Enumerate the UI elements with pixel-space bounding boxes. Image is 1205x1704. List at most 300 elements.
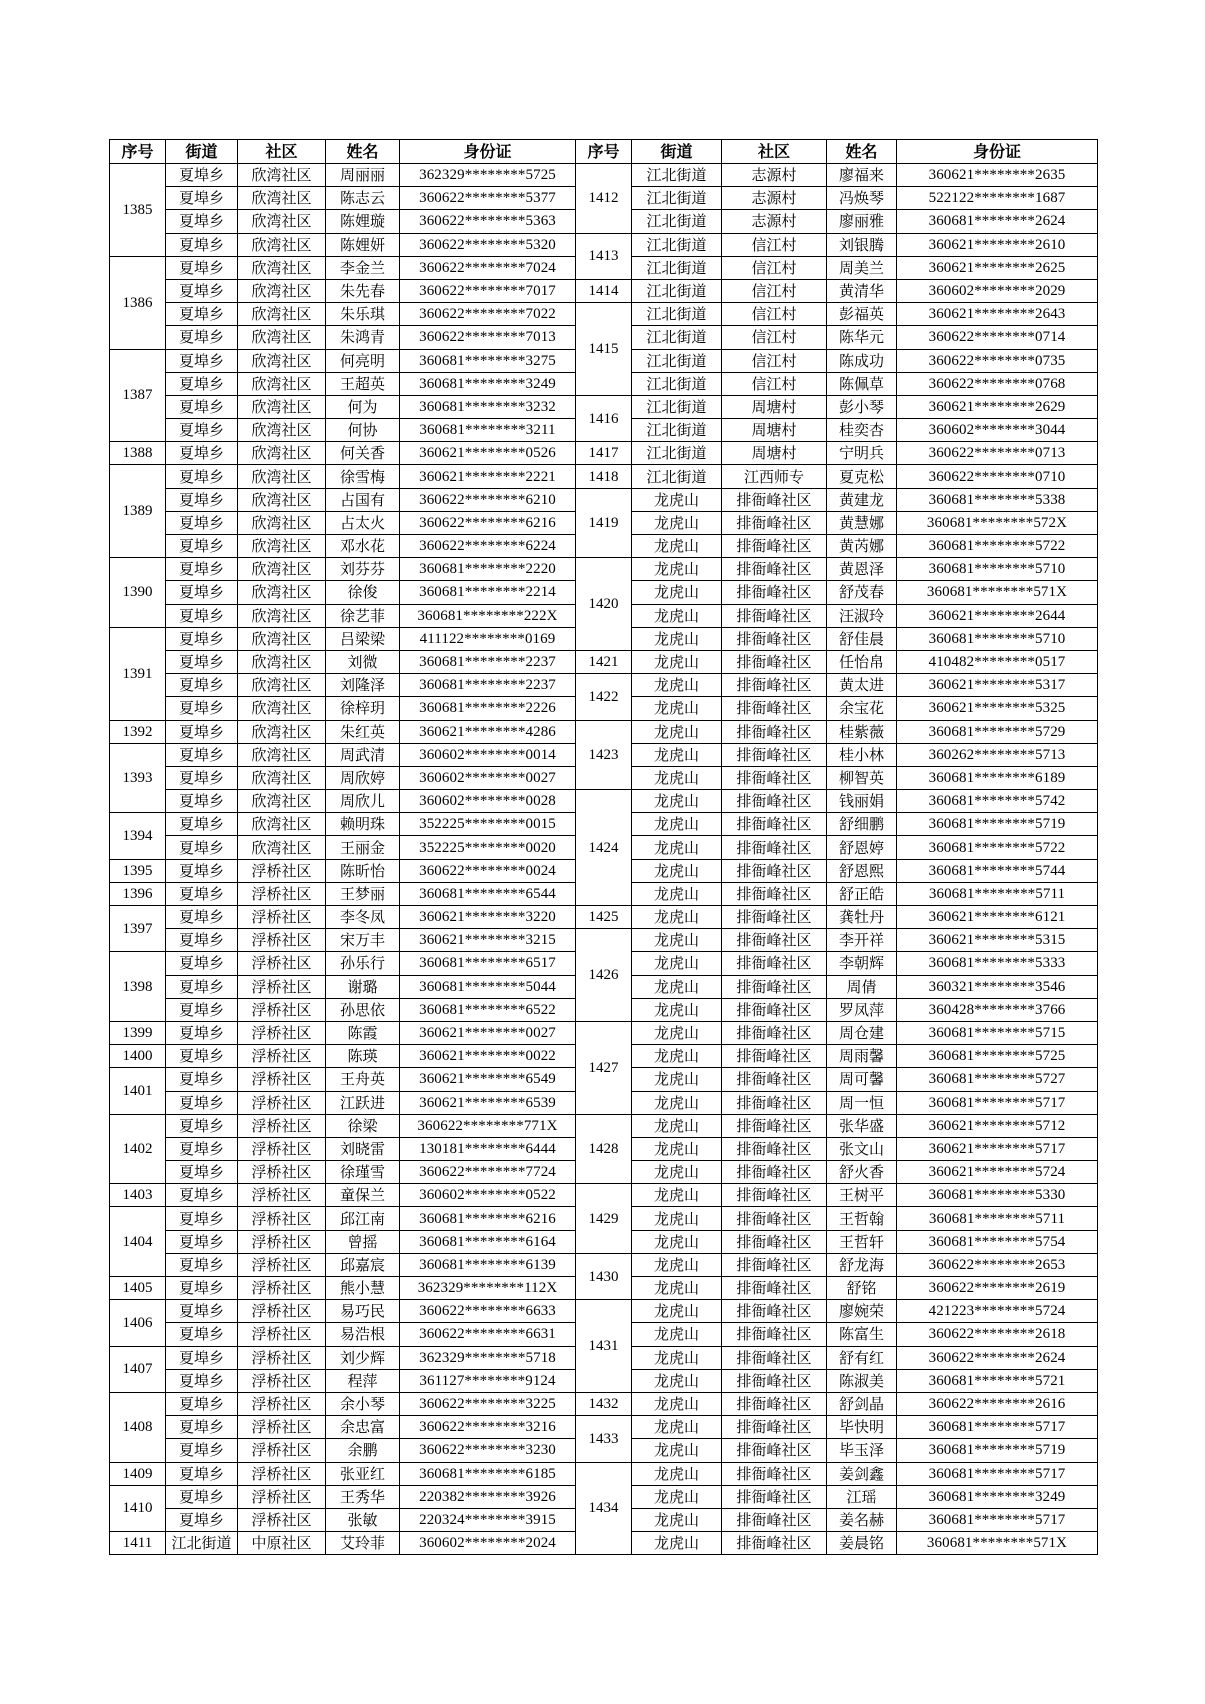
id-number-cell-left: 360622********7024 (400, 256, 576, 279)
id-number-cell-right: 360621********5325 (897, 697, 1098, 720)
street-cell-right: 龙虎山 (632, 1323, 722, 1346)
id-number-cell-right: 522122********1687 (897, 187, 1098, 210)
person-name-cell-right: 彭福英 (827, 303, 897, 326)
community-cell-left: 浮桥社区 (238, 1416, 326, 1439)
street-cell-right: 龙虎山 (632, 1416, 722, 1439)
id-number-cell-left: 130181********6444 (400, 1137, 576, 1160)
community-cell-right: 排衙峰社区 (722, 975, 827, 998)
group-number-right: 1422 (576, 674, 632, 720)
id-number-cell-left: 360622********3230 (400, 1439, 576, 1462)
community-cell-left: 欣湾社区 (238, 164, 326, 187)
person-name-cell-right: 周仓建 (827, 1021, 897, 1044)
id-number-cell-left: 360681********3211 (400, 419, 576, 442)
street-cell-right: 龙虎山 (632, 790, 722, 813)
street-cell-right: 龙虎山 (632, 1369, 722, 1392)
person-name-cell-right: 陈成功 (827, 349, 897, 372)
street-cell-left: 夏埠乡 (166, 511, 238, 534)
street-cell-left: 夏埠乡 (166, 1346, 238, 1369)
id-number-cell-left: 360622********5377 (400, 187, 576, 210)
id-number-cell-right: 360681********5719 (897, 813, 1098, 836)
person-name-cell-left: 朱鸿青 (326, 326, 400, 349)
community-cell-left: 欣湾社区 (238, 558, 326, 581)
group-number-right: 1418 (576, 465, 632, 488)
person-name-cell-right: 舒铭 (827, 1277, 897, 1300)
street-cell-right: 龙虎山 (632, 604, 722, 627)
community-cell-right: 排衙峰社区 (722, 1346, 827, 1369)
street-cell-right: 龙虎山 (632, 697, 722, 720)
group-number-right: 1431 (576, 1300, 632, 1393)
community-cell-right: 排衙峰社区 (722, 1207, 827, 1230)
street-cell-left: 夏埠乡 (166, 303, 238, 326)
person-name-cell-left: 何关香 (326, 442, 400, 465)
community-cell-left: 浮桥社区 (238, 1439, 326, 1462)
person-name-cell-left: 刘少辉 (326, 1346, 400, 1369)
id-number-cell-left: 360681********5044 (400, 975, 576, 998)
community-cell-left: 欣湾社区 (238, 697, 326, 720)
id-number-cell-left: 360681********6216 (400, 1207, 576, 1230)
id-number-cell-left: 360681********3249 (400, 372, 576, 395)
id-number-cell-right: 360681********5721 (897, 1369, 1098, 1392)
street-cell-left: 夏埠乡 (166, 929, 238, 952)
community-cell-left: 浮桥社区 (238, 1114, 326, 1137)
group-number-left: 1386 (110, 256, 166, 349)
table-row (110, 465, 1098, 488)
person-name-cell-left: 刘晓雷 (326, 1137, 400, 1160)
street-cell-left: 夏埠乡 (166, 697, 238, 720)
group-number-right: 1426 (576, 929, 632, 1022)
id-number-cell-left: 360602********2024 (400, 1532, 576, 1555)
community-cell-left: 欣湾社区 (238, 442, 326, 465)
id-number-cell-left: 360681********6139 (400, 1253, 576, 1276)
community-cell-left: 欣湾社区 (238, 419, 326, 442)
person-name-cell-left: 艾玲菲 (326, 1532, 400, 1555)
id-number-cell-left: 360621********4286 (400, 720, 576, 743)
street-cell-left: 夏埠乡 (166, 465, 238, 488)
community-cell-right: 排衙峰社区 (722, 929, 827, 952)
street-cell-left: 夏埠乡 (166, 488, 238, 511)
community-cell-left: 浮桥社区 (238, 1161, 326, 1184)
street-cell-left: 夏埠乡 (166, 1091, 238, 1114)
person-name-cell-right: 罗凤萍 (827, 998, 897, 1021)
id-number-cell-left: 360621********2221 (400, 465, 576, 488)
community-cell-right: 排衙峰社区 (722, 1137, 827, 1160)
person-name-cell-left: 徐雪梅 (326, 465, 400, 488)
group-number-right: 1415 (576, 303, 632, 396)
id-number-cell-right: 360621********2635 (897, 164, 1098, 187)
person-name-cell-right: 宁明兵 (827, 442, 897, 465)
id-number-cell-right: 360681********5717 (897, 1416, 1098, 1439)
person-name-cell-right: 王树平 (827, 1184, 897, 1207)
street-cell-left: 夏埠乡 (166, 535, 238, 558)
community-cell-left: 欣湾社区 (238, 836, 326, 859)
id-number-cell-right: 360681********5717 (897, 1462, 1098, 1485)
street-cell-left: 夏埠乡 (166, 1369, 238, 1392)
table-row (110, 1253, 1098, 1276)
person-name-cell-right: 廖婉荣 (827, 1300, 897, 1323)
group-number-right: 1423 (576, 720, 632, 790)
person-name-cell-right: 舒龙海 (827, 1253, 897, 1276)
person-name-cell-right: 舒恩婷 (827, 836, 897, 859)
person-name-cell-left: 周丽丽 (326, 164, 400, 187)
person-name-cell-right: 李开祥 (827, 929, 897, 952)
table-row (110, 674, 1098, 697)
community-cell-right: 排衙峰社区 (722, 1045, 827, 1068)
id-number-cell-left: 360602********0028 (400, 790, 576, 813)
person-name-cell-left: 刘芬芬 (326, 558, 400, 581)
person-name-cell-right: 龚牡丹 (827, 906, 897, 929)
community-cell-right: 排衙峰社区 (722, 535, 827, 558)
id-number-cell-right: 360621********2629 (897, 395, 1098, 418)
header-community-right: 社区 (722, 140, 827, 164)
street-cell-left: 夏埠乡 (166, 326, 238, 349)
community-cell-left: 欣湾社区 (238, 395, 326, 418)
street-cell-right: 龙虎山 (632, 929, 722, 952)
table-row (110, 1416, 1098, 1439)
street-cell-left: 夏埠乡 (166, 859, 238, 882)
id-number-cell-left: 360681********2226 (400, 697, 576, 720)
id-number-cell-right: 360621********5712 (897, 1114, 1098, 1137)
community-cell-right: 信江村 (722, 303, 827, 326)
person-name-cell-right: 张华盛 (827, 1114, 897, 1137)
community-cell-left: 欣湾社区 (238, 604, 326, 627)
person-name-cell-left: 赖明珠 (326, 813, 400, 836)
id-number-cell-right: 360622********2653 (897, 1253, 1098, 1276)
group-number-right: 1430 (576, 1253, 632, 1299)
id-number-cell-right: 360681********572X (897, 511, 1098, 534)
id-number-cell-right: 360681********5710 (897, 627, 1098, 650)
id-number-cell-left: 360622********0024 (400, 859, 576, 882)
street-cell-right: 江北街道 (632, 256, 722, 279)
group-number-right: 1427 (576, 1021, 632, 1114)
community-cell-left: 浮桥社区 (238, 906, 326, 929)
street-cell-right: 江北街道 (632, 233, 722, 256)
community-cell-right: 志源村 (722, 187, 827, 210)
person-name-cell-right: 毕玉泽 (827, 1439, 897, 1462)
id-number-cell-right: 360681********5333 (897, 952, 1098, 975)
street-cell-left: 夏埠乡 (166, 766, 238, 789)
id-number-cell-left: 360681********2214 (400, 581, 576, 604)
community-cell-right: 排衙峰社区 (722, 998, 827, 1021)
street-cell-right: 龙虎山 (632, 1021, 722, 1044)
street-cell-left: 夏埠乡 (166, 790, 238, 813)
id-number-cell-left: 352225********0020 (400, 836, 576, 859)
street-cell-left: 夏埠乡 (166, 1277, 238, 1300)
community-cell-right: 排衙峰社区 (722, 836, 827, 859)
table-body (110, 164, 1098, 1555)
community-cell-left: 浮桥社区 (238, 952, 326, 975)
community-cell-left: 浮桥社区 (238, 1485, 326, 1508)
street-cell-right: 江北街道 (632, 349, 722, 372)
street-cell-right: 江北街道 (632, 164, 722, 187)
header-row (110, 140, 1098, 164)
id-number-cell-right: 360621********5717 (897, 1137, 1098, 1160)
id-number-cell-right: 360621********5317 (897, 674, 1098, 697)
group-number-left: 1390 (110, 558, 166, 628)
person-name-cell-right: 舒茂春 (827, 581, 897, 604)
street-cell-left: 夏埠乡 (166, 279, 238, 302)
street-cell-right: 龙虎山 (632, 952, 722, 975)
street-cell-right: 龙虎山 (632, 766, 722, 789)
person-name-cell-right: 李朝辉 (827, 952, 897, 975)
id-number-cell-right: 360621********5315 (897, 929, 1098, 952)
person-name-cell-left: 何协 (326, 419, 400, 442)
street-cell-right: 江北街道 (632, 303, 722, 326)
id-number-cell-right: 360681********5330 (897, 1184, 1098, 1207)
person-name-cell-left: 孙乐行 (326, 952, 400, 975)
id-number-cell-right: 360681********3249 (897, 1485, 1098, 1508)
community-cell-right: 排衙峰社区 (722, 813, 827, 836)
community-cell-left: 欣湾社区 (238, 766, 326, 789)
id-number-cell-left: 360681********6517 (400, 952, 576, 975)
id-number-cell-left: 362329********5725 (400, 164, 576, 187)
community-cell-right: 排衙峰社区 (722, 1300, 827, 1323)
group-number-left: 1395 (110, 859, 166, 882)
id-number-cell-right: 360621********2643 (897, 303, 1098, 326)
street-cell-right: 龙虎山 (632, 1207, 722, 1230)
community-cell-right: 排衙峰社区 (722, 1021, 827, 1044)
person-name-cell-left: 陈昕怡 (326, 859, 400, 882)
community-cell-right: 排衙峰社区 (722, 1068, 827, 1091)
street-cell-left: 夏埠乡 (166, 1439, 238, 1462)
person-name-cell-left: 谢璐 (326, 975, 400, 998)
street-cell-left: 夏埠乡 (166, 372, 238, 395)
id-number-cell-right: 360622********2616 (897, 1392, 1098, 1415)
table-row (110, 906, 1098, 929)
id-number-cell-right: 360681********5717 (897, 1508, 1098, 1531)
community-cell-left: 欣湾社区 (238, 720, 326, 743)
community-cell-right: 排衙峰社区 (722, 952, 827, 975)
id-number-cell-left: 360622********5320 (400, 233, 576, 256)
id-number-cell-left: 352225********0015 (400, 813, 576, 836)
person-name-cell-right: 舒正皓 (827, 882, 897, 905)
id-number-cell-right: 360622********2624 (897, 1346, 1098, 1369)
community-cell-left: 浮桥社区 (238, 998, 326, 1021)
street-cell-right: 江北街道 (632, 279, 722, 302)
street-cell-left: 夏埠乡 (166, 998, 238, 1021)
table-row (110, 395, 1098, 418)
person-name-cell-left: 周欣儿 (326, 790, 400, 813)
community-cell-left: 欣湾社区 (238, 650, 326, 673)
street-cell-left: 江北街道 (166, 1532, 238, 1555)
header-no-left: 序号 (110, 140, 166, 164)
id-number-cell-right: 360681********5711 (897, 1207, 1098, 1230)
person-name-cell-left: 易巧民 (326, 1300, 400, 1323)
community-cell-left: 浮桥社区 (238, 1137, 326, 1160)
table-row (110, 1184, 1098, 1207)
street-cell-left: 夏埠乡 (166, 419, 238, 442)
street-cell-right: 龙虎山 (632, 998, 722, 1021)
street-cell-right: 江北街道 (632, 210, 722, 233)
community-cell-right: 信江村 (722, 256, 827, 279)
community-cell-left: 浮桥社区 (238, 1184, 326, 1207)
person-name-cell-left: 邱嘉宸 (326, 1253, 400, 1276)
id-number-cell-right: 360622********0768 (897, 372, 1098, 395)
id-number-cell-right: 360681********5711 (897, 882, 1098, 905)
community-cell-left: 欣湾社区 (238, 674, 326, 697)
community-cell-left: 浮桥社区 (238, 1323, 326, 1346)
table-row (110, 1114, 1098, 1137)
community-cell-left: 浮桥社区 (238, 1277, 326, 1300)
id-number-cell-left: 360622********5363 (400, 210, 576, 233)
street-cell-right: 江北街道 (632, 442, 722, 465)
group-number-right: 1433 (576, 1416, 632, 1462)
street-cell-left: 夏埠乡 (166, 1253, 238, 1276)
id-number-cell-left: 360622********6633 (400, 1300, 576, 1323)
id-number-cell-left: 220382********3926 (400, 1485, 576, 1508)
street-cell-right: 龙虎山 (632, 1137, 722, 1160)
person-name-cell-left: 徐俊 (326, 581, 400, 604)
header-community-left: 社区 (238, 140, 326, 164)
group-number-left: 1394 (110, 813, 166, 859)
street-cell-right: 龙虎山 (632, 674, 722, 697)
id-number-cell-right: 360602********3044 (897, 419, 1098, 442)
person-name-cell-left: 邓水花 (326, 535, 400, 558)
group-number-left: 1403 (110, 1184, 166, 1207)
id-number-cell-left: 360681********6544 (400, 882, 576, 905)
id-number-cell-left: 360622********3225 (400, 1392, 576, 1415)
community-cell-left: 浮桥社区 (238, 1207, 326, 1230)
community-cell-right: 排衙峰社区 (722, 766, 827, 789)
community-cell-right: 排衙峰社区 (722, 790, 827, 813)
table-row (110, 1300, 1098, 1323)
id-number-cell-right: 360681********2624 (897, 210, 1098, 233)
community-cell-left: 欣湾社区 (238, 488, 326, 511)
person-name-cell-right: 姜晨铭 (827, 1532, 897, 1555)
person-name-cell-right: 陈佩草 (827, 372, 897, 395)
id-number-cell-right: 360681********5729 (897, 720, 1098, 743)
street-cell-left: 夏埠乡 (166, 743, 238, 766)
person-name-cell-right: 毕快明 (827, 1416, 897, 1439)
street-cell-left: 夏埠乡 (166, 1045, 238, 1068)
street-cell-right: 龙虎山 (632, 859, 722, 882)
community-cell-left: 浮桥社区 (238, 975, 326, 998)
id-number-cell-right: 360622********0735 (897, 349, 1098, 372)
community-cell-right: 排衙峰社区 (722, 511, 827, 534)
id-number-cell-right: 360681********5725 (897, 1045, 1098, 1068)
street-cell-left: 夏埠乡 (166, 1508, 238, 1531)
person-name-cell-right: 黄慧娜 (827, 511, 897, 534)
id-number-cell-left: 360622********7022 (400, 303, 576, 326)
person-name-cell-right: 彭小琴 (827, 395, 897, 418)
street-cell-left: 夏埠乡 (166, 442, 238, 465)
person-name-cell-left: 徐艺菲 (326, 604, 400, 627)
person-name-cell-left: 朱红英 (326, 720, 400, 743)
community-cell-right: 周塘村 (722, 442, 827, 465)
community-cell-right: 排衙峰社区 (722, 488, 827, 511)
community-cell-right: 排衙峰社区 (722, 650, 827, 673)
group-number-left: 1410 (110, 1485, 166, 1531)
id-number-cell-right: 360681********5722 (897, 836, 1098, 859)
id-number-cell-right: 360681********5338 (897, 488, 1098, 511)
community-cell-left: 欣湾社区 (238, 326, 326, 349)
person-name-cell-left: 朱先春 (326, 279, 400, 302)
id-number-cell-right: 360621********6121 (897, 906, 1098, 929)
community-cell-right: 排衙峰社区 (722, 1439, 827, 1462)
street-cell-right: 江北街道 (632, 419, 722, 442)
id-number-cell-right: 360622********0710 (897, 465, 1098, 488)
street-cell-left: 夏埠乡 (166, 1230, 238, 1253)
community-cell-right: 信江村 (722, 326, 827, 349)
person-name-cell-right: 任怡帛 (827, 650, 897, 673)
street-cell-right: 龙虎山 (632, 1184, 722, 1207)
street-cell-right: 龙虎山 (632, 813, 722, 836)
street-cell-right: 江北街道 (632, 465, 722, 488)
person-name-cell-left: 占太火 (326, 511, 400, 534)
id-number-cell-right: 360622********0713 (897, 442, 1098, 465)
street-cell-left: 夏埠乡 (166, 952, 238, 975)
id-number-cell-right: 360681********571X (897, 1532, 1098, 1555)
community-cell-right: 江西师专 (722, 465, 827, 488)
community-cell-left: 欣湾社区 (238, 187, 326, 210)
person-name-cell-left: 邱江南 (326, 1207, 400, 1230)
table-header (110, 140, 1098, 164)
community-cell-left: 浮桥社区 (238, 1230, 326, 1253)
community-cell-left: 欣湾社区 (238, 279, 326, 302)
street-cell-right: 龙虎山 (632, 558, 722, 581)
person-name-cell-left: 李冬凤 (326, 906, 400, 929)
street-cell-right: 龙虎山 (632, 1392, 722, 1415)
community-cell-left: 欣湾社区 (238, 465, 326, 488)
id-number-cell-left: 360622********6631 (400, 1323, 576, 1346)
street-cell-left: 夏埠乡 (166, 1207, 238, 1230)
person-name-cell-right: 王哲翰 (827, 1207, 897, 1230)
street-cell-left: 夏埠乡 (166, 349, 238, 372)
street-cell-left: 夏埠乡 (166, 975, 238, 998)
community-cell-left: 浮桥社区 (238, 1392, 326, 1415)
person-name-cell-right: 舒火香 (827, 1161, 897, 1184)
community-cell-left: 欣湾社区 (238, 372, 326, 395)
community-cell-right: 志源村 (722, 164, 827, 187)
street-cell-right: 龙虎山 (632, 488, 722, 511)
id-number-cell-right: 360622********2618 (897, 1323, 1098, 1346)
street-cell-left: 夏埠乡 (166, 604, 238, 627)
street-cell-right: 龙虎山 (632, 1253, 722, 1276)
id-number-cell-right: 360621********5724 (897, 1161, 1098, 1184)
street-cell-right: 龙虎山 (632, 1439, 722, 1462)
person-name-cell-left: 曾摇 (326, 1230, 400, 1253)
id-number-cell-right: 360681********5754 (897, 1230, 1098, 1253)
street-cell-right: 龙虎山 (632, 511, 722, 534)
person-name-cell-right: 黄建龙 (827, 488, 897, 511)
street-cell-right: 龙虎山 (632, 743, 722, 766)
person-name-cell-right: 桂奕杏 (827, 419, 897, 442)
street-cell-left: 夏埠乡 (166, 650, 238, 673)
street-cell-left: 夏埠乡 (166, 233, 238, 256)
person-name-cell-left: 徐瑾雪 (326, 1161, 400, 1184)
person-name-cell-right: 黄恩泽 (827, 558, 897, 581)
id-number-cell-right: 360621********2610 (897, 233, 1098, 256)
person-name-cell-right: 周倩 (827, 975, 897, 998)
person-name-cell-right: 周可馨 (827, 1068, 897, 1091)
street-cell-left: 夏埠乡 (166, 187, 238, 210)
community-cell-left: 欣湾社区 (238, 511, 326, 534)
id-number-cell-left: 360681********222X (400, 604, 576, 627)
person-name-cell-right: 陈淑美 (827, 1369, 897, 1392)
header-name-left: 姓名 (326, 140, 400, 164)
street-cell-right: 江北街道 (632, 326, 722, 349)
community-cell-right: 排衙峰社区 (722, 1462, 827, 1485)
person-name-cell-right: 桂紫薇 (827, 720, 897, 743)
street-cell-left: 夏埠乡 (166, 1300, 238, 1323)
community-cell-right: 排衙峰社区 (722, 743, 827, 766)
person-name-cell-left: 王秀华 (326, 1485, 400, 1508)
group-number-left: 1385 (110, 164, 166, 257)
table-row (110, 929, 1098, 952)
community-cell-left: 浮桥社区 (238, 882, 326, 905)
street-cell-left: 夏埠乡 (166, 1323, 238, 1346)
street-cell-right: 龙虎山 (632, 1045, 722, 1068)
group-number-right: 1429 (576, 1184, 632, 1254)
